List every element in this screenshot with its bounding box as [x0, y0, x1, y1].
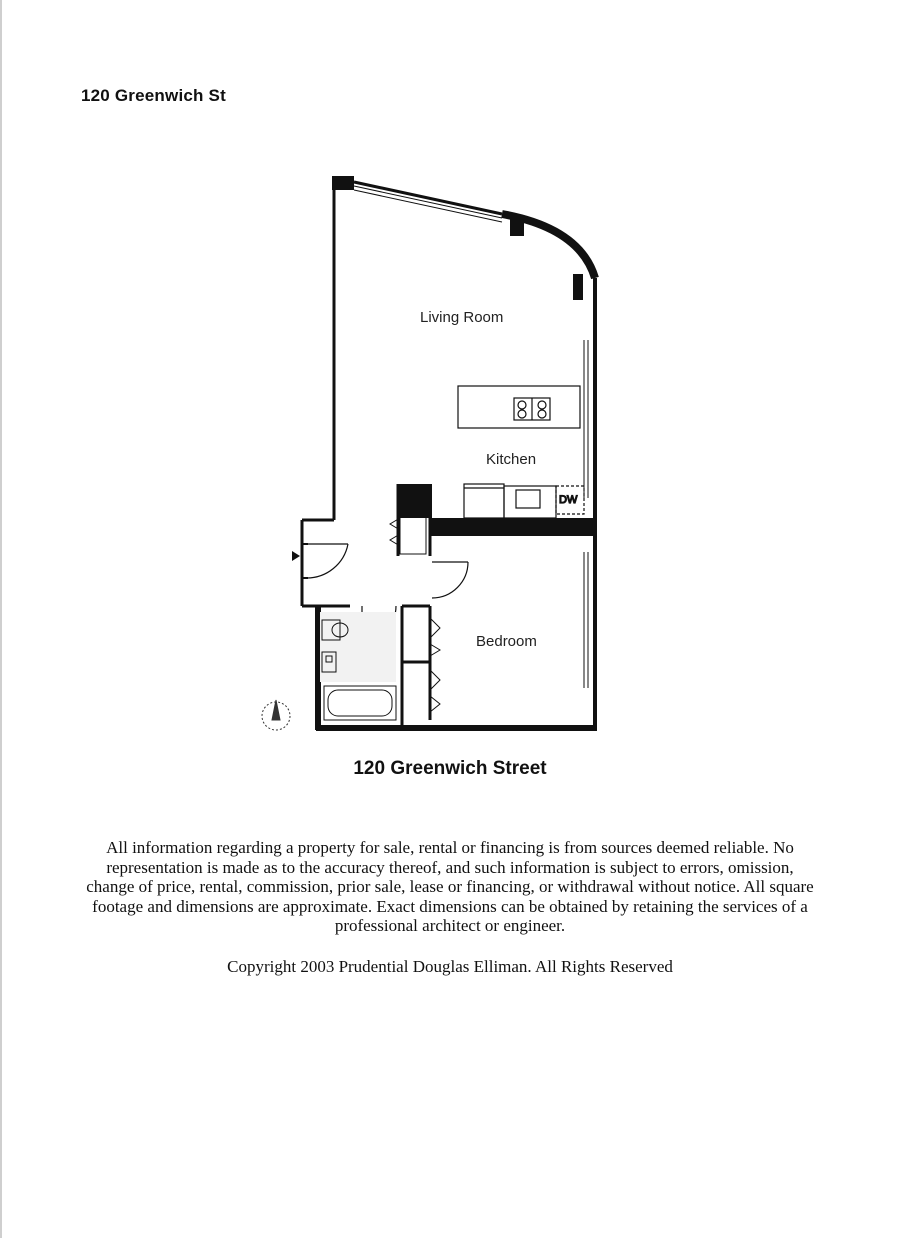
compass-icon	[262, 700, 290, 730]
bedroom-door	[432, 562, 468, 598]
floor-plan	[250, 168, 610, 748]
interior-walls	[390, 484, 596, 728]
room-label-bedroom: Bedroom	[476, 633, 537, 650]
kitchen-island	[458, 386, 580, 428]
header-address: 120 Greenwich St	[81, 86, 226, 105]
entry-door	[292, 544, 348, 578]
copyright-text: Copyright 2003 Prudential Douglas Elliman. All Rights Reserved	[227, 957, 673, 976]
page-edge	[0, 0, 2, 1238]
disclaimer-text: All information regarding a property for sale, rental or financing is from sources deemed reliable. No representation is made as to the accuracy thereof, and such information is subject to errors, omission, change of price, rental, commission, prior sale, lease or financing, or withdrawal without notice. All square footage and dimensions are approximate. Exact dimensions can be obtained by retaining the services of a professional architect or engineer.	[86, 838, 814, 935]
plan-title: 120 Greenwich Street	[353, 758, 547, 779]
bathroom-fixtures	[320, 612, 396, 720]
room-label-kitchen: Kitchen	[486, 451, 537, 468]
dishwasher-label: DW	[559, 494, 578, 506]
room-label-living-room: Living Room	[420, 309, 504, 326]
